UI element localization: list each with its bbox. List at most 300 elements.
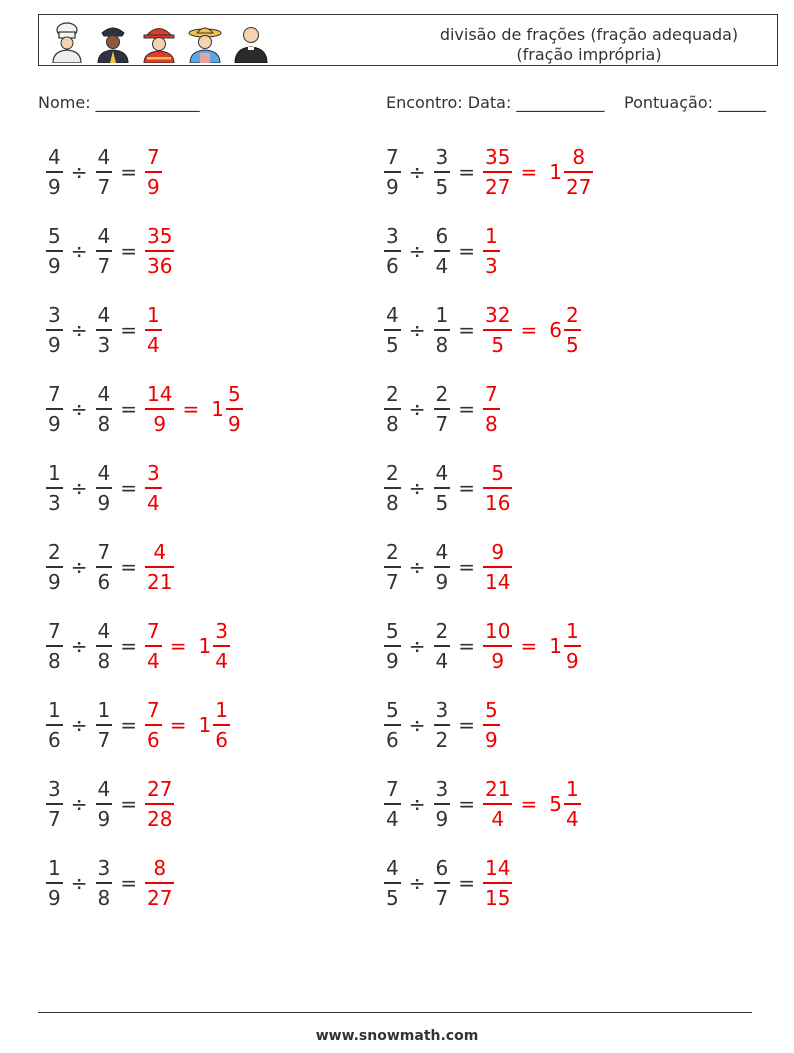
answer-fraction — [145, 461, 162, 515]
fraction-bar — [96, 408, 113, 410]
numerator: 8 — [572, 145, 586, 170]
fraction-bar — [434, 171, 451, 173]
equals-sign: = — [458, 871, 475, 895]
fraction-bar — [145, 408, 174, 410]
numerator: 5 — [48, 224, 61, 249]
numerator: 4 — [48, 145, 61, 170]
answer-fraction — [145, 303, 162, 357]
denominator: 36 — [147, 253, 173, 278]
footer-divider — [38, 1012, 752, 1013]
mixed-fraction-part — [226, 382, 243, 436]
divisor-fraction — [96, 461, 113, 515]
equals-sign: = — [120, 634, 137, 658]
denominator: 27 — [485, 174, 511, 199]
denominator: 9 — [48, 174, 61, 199]
dividend-fraction — [46, 382, 63, 436]
divide-sign: ÷ — [408, 555, 426, 579]
denominator: 4 — [565, 806, 579, 831]
fraction-bar — [96, 724, 113, 726]
denominator: 4 — [491, 806, 505, 831]
problem-left-8 — [44, 695, 232, 755]
denominator: 3 — [97, 332, 111, 357]
answer-equals-sign: = — [182, 397, 200, 421]
denominator: 9 — [386, 648, 399, 673]
denominator: 9 — [153, 411, 167, 436]
denominator: 8 — [435, 332, 449, 357]
answer-fraction — [145, 777, 174, 831]
priest-icon — [231, 21, 271, 63]
denominator: 9 — [48, 569, 61, 594]
fraction-bar — [145, 724, 162, 726]
denominator: 7 — [435, 885, 449, 910]
fraction-bar — [483, 645, 512, 647]
fraction-bar — [226, 408, 243, 410]
mixed-whole-number: 1 — [198, 634, 212, 658]
divisor-fraction — [434, 619, 451, 673]
divisor-fraction — [96, 540, 113, 594]
equals-sign: = — [458, 476, 475, 500]
denominator: 9 — [485, 727, 498, 752]
numerator: 4 — [435, 540, 449, 565]
numerator: 14 — [485, 856, 511, 881]
numerator: 4 — [386, 303, 399, 328]
mixed-fraction-part — [564, 777, 581, 831]
fraction-bar — [564, 803, 581, 805]
fraction-bar — [434, 645, 451, 647]
divide-sign: ÷ — [70, 318, 88, 342]
problem-right-7 — [382, 616, 583, 676]
numerator: 1 — [485, 224, 498, 249]
fraction-bar — [434, 250, 451, 252]
problem-right-8 — [382, 695, 502, 755]
divide-sign: ÷ — [70, 634, 88, 658]
problem-left-4 — [44, 379, 245, 439]
denominator: 4 — [147, 648, 160, 673]
answer-fraction — [483, 856, 512, 910]
fraction-bar — [145, 566, 174, 568]
meeting-date-field: Encontro: Data: ___________ — [386, 93, 605, 112]
numerator: 4 — [97, 303, 111, 328]
dividend-fraction — [46, 540, 63, 594]
fraction-bar — [384, 487, 401, 489]
numerator: 21 — [485, 777, 511, 802]
dividend-fraction — [46, 619, 63, 673]
denominator: 21 — [147, 569, 173, 594]
equals-sign: = — [120, 160, 137, 184]
answer-equals-sign: = — [520, 160, 538, 184]
equals-sign: = — [120, 318, 137, 342]
numerator: 1 — [147, 303, 160, 328]
fraction-bar — [564, 329, 581, 331]
fraction-bar — [564, 171, 593, 173]
mixed-whole-number: 1 — [549, 160, 562, 184]
denominator: 5 — [435, 174, 449, 199]
denominator: 4 — [215, 648, 228, 673]
denominator: 6 — [97, 569, 111, 594]
fraction-bar — [483, 724, 500, 726]
fraction-bar — [46, 882, 63, 884]
dividend-fraction — [384, 619, 401, 673]
header-box — [38, 14, 778, 66]
answer-equals-sign: = — [520, 634, 538, 658]
problem-left-5 — [44, 458, 164, 518]
dividend-fraction — [384, 461, 401, 515]
divisor-fraction — [96, 856, 113, 910]
answer-fraction — [483, 619, 512, 673]
worksheet-title — [399, 25, 779, 65]
answer-fraction — [145, 145, 162, 199]
numerator: 8 — [153, 856, 167, 881]
chef-icon — [47, 21, 87, 63]
divisor-fraction — [434, 145, 451, 199]
fraction-bar — [46, 408, 63, 410]
divisor-fraction — [434, 698, 451, 752]
dividend-fraction — [384, 777, 401, 831]
equals-sign: = — [458, 713, 475, 737]
denominator: 3 — [485, 253, 498, 278]
fraction-bar — [483, 171, 512, 173]
numerator: 7 — [48, 619, 61, 644]
numerator: 4 — [386, 856, 399, 881]
numerator: 3 — [435, 777, 449, 802]
mixed-whole-number: 5 — [549, 792, 562, 816]
denominator: 7 — [97, 727, 111, 752]
numerator: 4 — [153, 540, 167, 565]
denominator: 28 — [147, 806, 173, 831]
fraction-bar — [46, 724, 63, 726]
numerator: 3 — [215, 619, 228, 644]
numerator: 2 — [435, 619, 449, 644]
farmer-icon — [185, 21, 225, 63]
denominator: 14 — [485, 569, 511, 594]
divide-sign: ÷ — [408, 239, 426, 263]
equals-sign: = — [120, 792, 137, 816]
fraction-bar — [434, 566, 451, 568]
fraction-bar — [434, 408, 451, 410]
fraction-bar — [96, 645, 113, 647]
answer-fraction — [483, 145, 512, 199]
answer-fraction — [483, 303, 512, 357]
numerator: 4 — [435, 461, 449, 486]
denominator: 2 — [435, 727, 449, 752]
mixed-fraction-part — [213, 619, 230, 673]
problem-left-10 — [44, 853, 176, 913]
dividend-fraction — [384, 698, 401, 752]
fraction-bar — [384, 566, 401, 568]
answer-fraction — [483, 540, 512, 594]
denominator: 9 — [147, 174, 160, 199]
divide-sign: ÷ — [70, 713, 88, 737]
fraction-bar — [483, 250, 500, 252]
numerator: 35 — [485, 145, 511, 170]
footer-website: www.snowmath.com — [315, 1028, 479, 1044]
fraction-bar — [434, 329, 451, 331]
denominator: 9 — [48, 885, 61, 910]
denominator: 27 — [565, 174, 592, 199]
denominator: 9 — [565, 648, 579, 673]
numerator: 1 — [48, 856, 61, 881]
divisor-fraction — [96, 224, 113, 278]
denominator: 9 — [227, 411, 241, 436]
answer-fraction — [145, 224, 174, 278]
fraction-bar — [483, 882, 512, 884]
problem-right-10 — [382, 853, 514, 913]
title-line-2: (fração imprópria) — [516, 45, 662, 64]
divisor-fraction — [96, 698, 113, 752]
fraction-bar — [483, 408, 500, 410]
divide-sign: ÷ — [70, 160, 88, 184]
numerator: 7 — [485, 382, 498, 407]
fraction-bar — [145, 250, 174, 252]
equals-sign: = — [458, 555, 475, 579]
fraction-bar — [145, 882, 174, 884]
divide-sign: ÷ — [70, 792, 88, 816]
firefighter-icon — [139, 21, 179, 63]
dividend-fraction — [46, 145, 63, 199]
numerator: 5 — [386, 698, 399, 723]
denominator: 8 — [485, 411, 498, 436]
numerator: 7 — [386, 145, 399, 170]
denominator: 9 — [97, 806, 111, 831]
numerator: 1 — [565, 777, 579, 802]
fraction-bar — [483, 566, 512, 568]
numerator: 1 — [215, 698, 228, 723]
divide-sign: ÷ — [408, 713, 426, 737]
numerator: 7 — [147, 698, 160, 723]
divide-sign: ÷ — [408, 476, 426, 500]
numerator: 5 — [491, 461, 505, 486]
numerator: 2 — [386, 540, 399, 565]
dividend-fraction — [46, 856, 63, 910]
answer-fraction — [483, 461, 512, 515]
dividend-fraction — [46, 777, 63, 831]
divisor-fraction — [434, 303, 451, 357]
divide-sign: ÷ — [408, 160, 426, 184]
numerator: 3 — [147, 461, 160, 486]
denominator: 7 — [386, 569, 399, 594]
divisor-fraction — [434, 856, 451, 910]
equals-sign: = — [120, 871, 137, 895]
denominator: 5 — [435, 490, 449, 515]
dividend-fraction — [46, 224, 63, 278]
denominator: 6 — [386, 253, 399, 278]
denominator: 9 — [435, 806, 449, 831]
denominator: 15 — [485, 885, 511, 910]
divide-sign: ÷ — [408, 871, 426, 895]
answer-fraction — [483, 777, 512, 831]
fraction-bar — [434, 882, 451, 884]
fraction-bar — [213, 645, 230, 647]
numerator: 2 — [386, 382, 399, 407]
dividend-fraction — [384, 303, 401, 357]
divisor-fraction — [434, 382, 451, 436]
denominator: 9 — [48, 332, 61, 357]
problem-right-1 — [382, 142, 595, 202]
divisor-fraction — [96, 145, 113, 199]
equals-sign: = — [458, 239, 475, 263]
problem-right-6 — [382, 537, 514, 597]
answer-fraction — [145, 540, 174, 594]
fraction-bar — [483, 329, 512, 331]
denominator: 6 — [386, 727, 399, 752]
numerator: 27 — [147, 777, 173, 802]
equals-sign: = — [458, 792, 475, 816]
numerator: 35 — [147, 224, 173, 249]
fraction-bar — [384, 171, 401, 173]
numerator: 10 — [485, 619, 511, 644]
numerator: 4 — [97, 382, 111, 407]
equals-sign: = — [120, 397, 137, 421]
mixed-whole-number: 6 — [549, 318, 562, 342]
denominator: 9 — [435, 569, 449, 594]
problem-left-3 — [44, 300, 164, 360]
numerator: 5 — [485, 698, 498, 723]
numerator: 14 — [147, 382, 173, 407]
denominator: 8 — [386, 411, 399, 436]
numerator: 32 — [485, 303, 511, 328]
denominator: 8 — [97, 885, 111, 910]
denominator: 5 — [386, 885, 399, 910]
problem-left-7 — [44, 616, 232, 676]
denominator: 4 — [435, 648, 449, 673]
fraction-bar — [96, 487, 113, 489]
score-field: Pontuação: ______ — [624, 93, 767, 112]
denominator: 9 — [491, 648, 505, 673]
denominator: 6 — [48, 727, 61, 752]
numerator: 4 — [97, 224, 111, 249]
fraction-bar — [145, 329, 162, 331]
divide-sign: ÷ — [70, 871, 88, 895]
dividend-fraction — [384, 382, 401, 436]
numerator: 6 — [435, 856, 449, 881]
fraction-bar — [145, 645, 162, 647]
fraction-bar — [96, 803, 113, 805]
numerator: 1 — [565, 619, 579, 644]
name-field: Nome: _____________ — [38, 93, 200, 112]
equals-sign: = — [458, 634, 475, 658]
denominator: 9 — [48, 253, 61, 278]
mixed-fraction-part — [564, 303, 581, 357]
numerator: 2 — [48, 540, 61, 565]
mixed-fraction-part — [564, 145, 593, 199]
equals-sign: = — [120, 476, 137, 500]
denominator: 8 — [48, 648, 61, 673]
denominator: 7 — [435, 411, 449, 436]
fraction-bar — [434, 803, 451, 805]
denominator: 9 — [386, 174, 399, 199]
denominator: 16 — [485, 490, 511, 515]
fraction-bar — [384, 724, 401, 726]
problem-right-2 — [382, 221, 502, 281]
answer-equals-sign: = — [169, 634, 187, 658]
numerator: 2 — [435, 382, 449, 407]
fraction-bar — [213, 724, 230, 726]
denominator: 8 — [386, 490, 399, 515]
divide-sign: ÷ — [70, 476, 88, 500]
divide-sign: ÷ — [70, 239, 88, 263]
fraction-bar — [96, 566, 113, 568]
dividend-fraction — [384, 224, 401, 278]
denominator: 3 — [48, 490, 61, 515]
fraction-bar — [564, 645, 581, 647]
problem-right-5 — [382, 458, 514, 518]
equals-sign: = — [120, 555, 137, 579]
denominator: 9 — [97, 490, 111, 515]
divide-sign: ÷ — [408, 397, 426, 421]
denominator: 6 — [215, 727, 228, 752]
denominator: 4 — [435, 253, 449, 278]
divisor-fraction — [434, 461, 451, 515]
police-officer-icon — [93, 21, 133, 63]
numerator: 7 — [97, 540, 111, 565]
numerator: 3 — [386, 224, 399, 249]
equals-sign: = — [458, 397, 475, 421]
divisor-fraction — [434, 540, 451, 594]
problem-right-4 — [382, 379, 502, 439]
equals-sign: = — [120, 239, 137, 263]
fraction-bar — [46, 566, 63, 568]
divide-sign: ÷ — [408, 634, 426, 658]
numerator: 7 — [386, 777, 399, 802]
fraction-bar — [384, 882, 401, 884]
numerator: 5 — [386, 619, 399, 644]
fraction-bar — [145, 171, 162, 173]
mixed-whole-number: 1 — [549, 634, 562, 658]
denominator: 4 — [147, 332, 160, 357]
numerator: 6 — [435, 224, 449, 249]
title-line-1: divisão de frações (fração adequada) — [439, 25, 739, 44]
answer-fraction — [483, 382, 500, 436]
divide-sign: ÷ — [70, 555, 88, 579]
fraction-bar — [46, 487, 63, 489]
answer-fraction — [483, 224, 500, 278]
dividend-fraction — [46, 698, 63, 752]
dividend-fraction — [46, 303, 63, 357]
problem-left-2 — [44, 221, 176, 281]
numerator: 7 — [147, 145, 160, 170]
denominator: 27 — [147, 885, 173, 910]
numerator: 3 — [435, 145, 449, 170]
mixed-fraction-part — [213, 698, 230, 752]
fraction-bar — [96, 329, 113, 331]
problem-left-9 — [44, 774, 176, 834]
divisor-fraction — [434, 777, 451, 831]
answer-equals-sign: = — [169, 713, 187, 737]
denominator: 4 — [147, 490, 160, 515]
answer-equals-sign: = — [520, 792, 538, 816]
mixed-whole-number: 1 — [198, 713, 212, 737]
answer-fraction — [145, 856, 174, 910]
denominator: 7 — [48, 806, 61, 831]
denominator: 8 — [97, 648, 111, 673]
divisor-fraction — [96, 619, 113, 673]
denominator: 9 — [48, 411, 61, 436]
numerator: 4 — [97, 145, 111, 170]
problem-left-1 — [44, 142, 164, 202]
fraction-bar — [384, 408, 401, 410]
fraction-bar — [96, 882, 113, 884]
answer-fraction — [145, 698, 162, 752]
fraction-bar — [384, 250, 401, 252]
fraction-bar — [96, 171, 113, 173]
fraction-bar — [46, 329, 63, 331]
problem-right-9 — [382, 774, 583, 834]
fraction-bar — [384, 803, 401, 805]
fraction-bar — [46, 803, 63, 805]
numerator: 5 — [227, 382, 241, 407]
fraction-bar — [483, 487, 512, 489]
numerator: 3 — [97, 856, 111, 881]
